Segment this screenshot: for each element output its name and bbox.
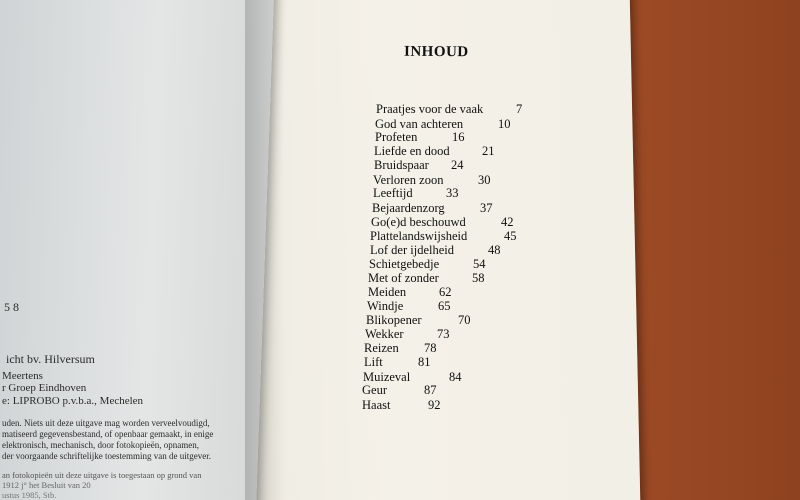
footer-line: 1912 j° het Besluit van 20 (2, 480, 91, 490)
toc-entry-title: Bejaardenzorg (372, 201, 445, 215)
left-page-name-line: Meertens (2, 370, 43, 382)
toc-entry-title: Schietgebedje (369, 257, 440, 271)
toc-entry-page: 30 (478, 173, 491, 187)
toc-entry-title: Praatjes voor de vaak (376, 102, 484, 116)
toc-entry-title: Windje (367, 299, 404, 313)
toc-entry-page: 73 (437, 327, 450, 341)
page-title: INHOUD (403, 43, 469, 61)
toc-entry-title: Lof der ijdelheid (370, 243, 454, 257)
toc-entry-page: 62 (439, 285, 452, 299)
toc-entry-page: 65 (438, 299, 451, 313)
footer-line: an fotokopieën uit deze uitgave is toegestaan op grond van (2, 470, 202, 480)
toc-entry-title: Bruidspaar (374, 158, 429, 172)
toc-entry-page: 84 (449, 370, 462, 384)
toc-entry-title: Reizen (364, 341, 399, 355)
copyright-line: elektronisch, mechanisch, door fotokopieën, opnamen, (2, 440, 199, 450)
toc-entry-page: 33 (446, 186, 459, 200)
toc-entry-page: 48 (488, 243, 501, 257)
toc-entry-title: Profeten (375, 130, 418, 144)
toc-entry-title: Plattelandswijsheid (370, 229, 468, 243)
left-page-group-line: r Groep Eindhoven (2, 382, 87, 394)
book-gutter-shadow (245, 0, 285, 500)
toc-entry-page: 92 (428, 398, 441, 412)
toc-entry-title: Geur (362, 383, 387, 397)
toc-entry-page: 24 (451, 158, 464, 172)
footer-line: ustus 1985, Stb. (2, 490, 57, 500)
toc-entry-title: Haast (362, 398, 391, 412)
toc-entry-page: 70 (458, 313, 471, 327)
toc-entry-title: Leeftijd (373, 186, 413, 200)
toc-entry-page: 21 (482, 144, 495, 158)
toc-entry-title: Meiden (368, 285, 407, 299)
toc-entry-title: Lift (364, 355, 383, 369)
toc-entry-title: Muizeval (363, 370, 411, 384)
toc-entry-title: Wekker (365, 327, 404, 341)
left-page-publisher-line: icht bv. Hilversum (6, 352, 95, 366)
toc-entry-page: 16 (452, 130, 465, 144)
toc-entry-page: 10 (498, 117, 511, 131)
toc-entry-page: 45 (504, 229, 517, 243)
toc-entry-title: Go(e)d beschouwd (371, 215, 466, 229)
left-page-distributor-line: e: LIPROBO p.v.b.a., Mechelen (2, 395, 144, 407)
toc-entry-page: 87 (424, 383, 437, 397)
toc-entry-title: Blikopener (366, 313, 422, 327)
toc-entry-page: 54 (473, 257, 486, 271)
copyright-line: der voorgaande schriftelijke toestemming van de uitgever. (2, 451, 212, 461)
copyright-line: matiseerd gegevensbestand, of openbaar gemaakt, in enige (2, 429, 214, 439)
toc-entry-page: 78 (424, 341, 437, 355)
toc-entry-page: 42 (501, 215, 514, 229)
toc-entry-title: Verloren zoon (373, 173, 444, 187)
left-page-number-fragment: 5 8 (4, 300, 19, 314)
toc-entry-page: 7 (516, 102, 523, 116)
copyright-line: uden. Niets uit deze uitgave mag worden verveelvoudigd, (2, 418, 210, 428)
toc-entry-title: Liefde en dood (374, 144, 450, 158)
toc-entry-page: 58 (472, 271, 485, 285)
toc-entry-title: God van achteren (375, 117, 464, 131)
toc-entry-page: 37 (480, 201, 493, 215)
toc-entry-title: Met of zonder (368, 271, 439, 285)
toc-entry-page: 81 (418, 355, 431, 369)
